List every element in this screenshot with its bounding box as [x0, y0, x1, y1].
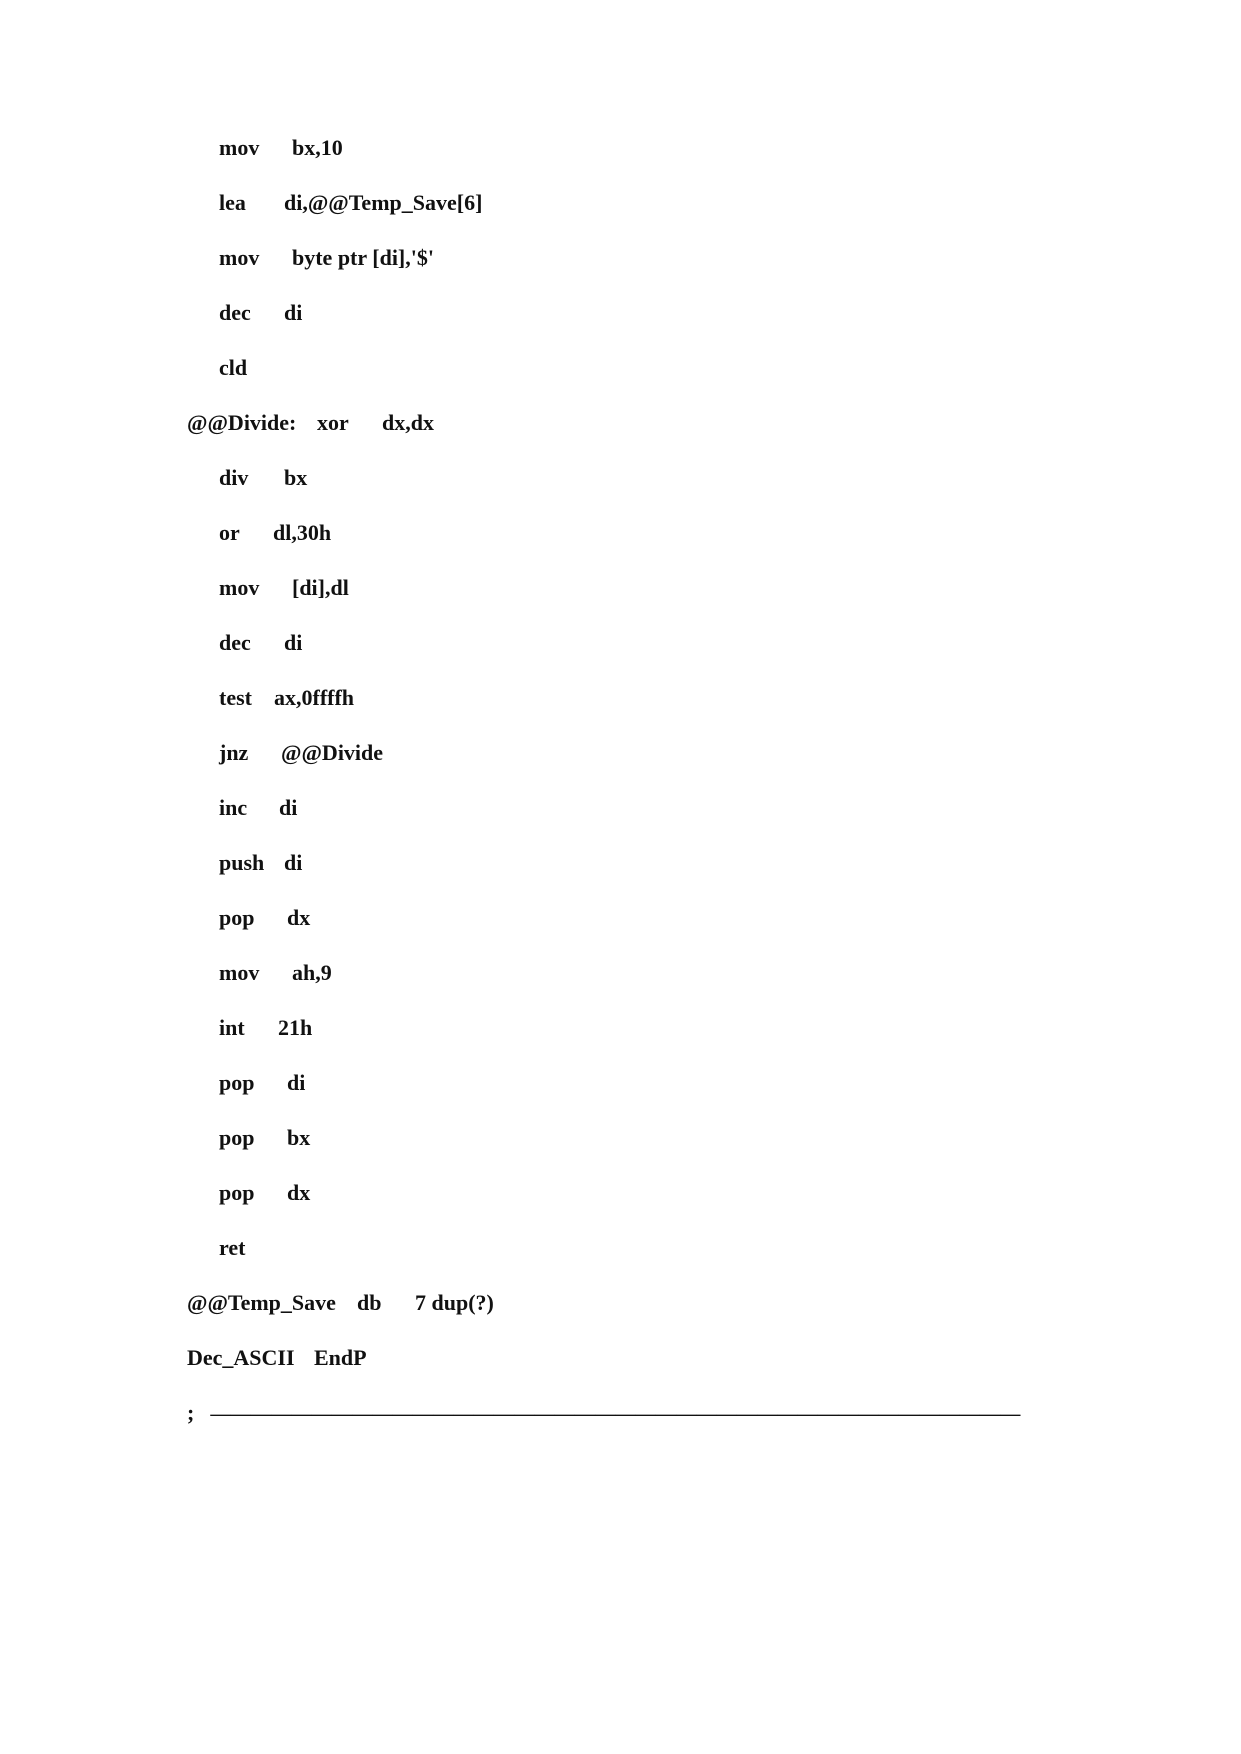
- code-line-labeled: [187, 408, 434, 438]
- operands: di: [284, 300, 303, 325]
- opcode: lea: [219, 190, 246, 215]
- code-line: [219, 683, 354, 713]
- operands: bx: [287, 1125, 311, 1150]
- opcode: or: [219, 520, 240, 545]
- operands: [di],dl: [292, 575, 349, 600]
- opcode: EndP: [314, 1345, 367, 1370]
- opcode: pop: [219, 905, 255, 930]
- code-line: [219, 848, 302, 878]
- code-line: [219, 628, 302, 658]
- code-line: [219, 518, 331, 548]
- opcode: cld: [219, 355, 248, 380]
- opcode: jnz: [219, 740, 249, 765]
- opcode: mov: [219, 960, 260, 985]
- code-label: @@Temp_Save: [187, 1290, 336, 1315]
- operands: di: [284, 630, 303, 655]
- code-line: [219, 1068, 305, 1098]
- operands: dx: [287, 905, 311, 930]
- code-line: [219, 1013, 312, 1043]
- operands: bx: [284, 465, 308, 490]
- opcode: pop: [219, 1125, 255, 1150]
- code-line: [219, 133, 343, 163]
- code-line: [219, 1178, 310, 1208]
- opcode: inc: [219, 795, 248, 820]
- code-line-labeled: [187, 1343, 367, 1373]
- operands: di,@@Temp_Save[6]: [284, 190, 483, 215]
- code-line: [219, 188, 482, 218]
- dash-rule: ————————————————————————————————————————: [210, 1403, 1021, 1425]
- opcode: mov: [219, 245, 260, 270]
- opcode: xor: [317, 410, 349, 435]
- opcode: mov: [219, 575, 260, 600]
- code-line: [219, 958, 332, 988]
- opcode: int: [219, 1015, 245, 1040]
- opcode: dec: [219, 300, 251, 325]
- code-line: [219, 738, 383, 768]
- operands: di: [279, 795, 298, 820]
- code-line: [219, 298, 302, 328]
- code-line: [219, 1123, 310, 1153]
- operands: 21h: [278, 1015, 313, 1040]
- code-line: [219, 903, 310, 933]
- opcode: push: [219, 850, 265, 875]
- opcode: pop: [219, 1070, 255, 1095]
- code-line: [219, 463, 307, 493]
- operands: bx,10: [292, 135, 343, 160]
- code-line: [219, 793, 297, 823]
- operands: dx: [287, 1180, 311, 1205]
- operands: ax,0ffffh: [274, 685, 355, 710]
- code-line: [219, 353, 247, 383]
- operands: di: [284, 850, 303, 875]
- comment-semicolon: ;: [187, 1400, 195, 1425]
- comment-separator: [187, 1398, 1020, 1428]
- operands: byte ptr [di],'$': [292, 245, 434, 270]
- opcode: mov: [219, 135, 260, 160]
- code-line: [219, 1233, 245, 1263]
- code-line-labeled: [187, 1288, 494, 1318]
- opcode: div: [219, 465, 249, 490]
- code-label: @@Divide:: [187, 410, 297, 435]
- operands: di: [287, 1070, 306, 1095]
- opcode: dec: [219, 630, 251, 655]
- code-line: [219, 573, 349, 603]
- opcode: ret: [219, 1235, 246, 1260]
- opcode: db: [357, 1290, 382, 1315]
- code-line: [219, 243, 434, 273]
- operands: dl,30h: [273, 520, 332, 545]
- operands: 7 dup(?): [415, 1290, 494, 1315]
- opcode: test: [219, 685, 252, 710]
- operands: dx,dx: [382, 410, 434, 435]
- operands: ah,9: [292, 960, 332, 985]
- opcode: pop: [219, 1180, 255, 1205]
- code-label: Dec_ASCII: [187, 1345, 295, 1370]
- operands: @@Divide: [281, 740, 384, 765]
